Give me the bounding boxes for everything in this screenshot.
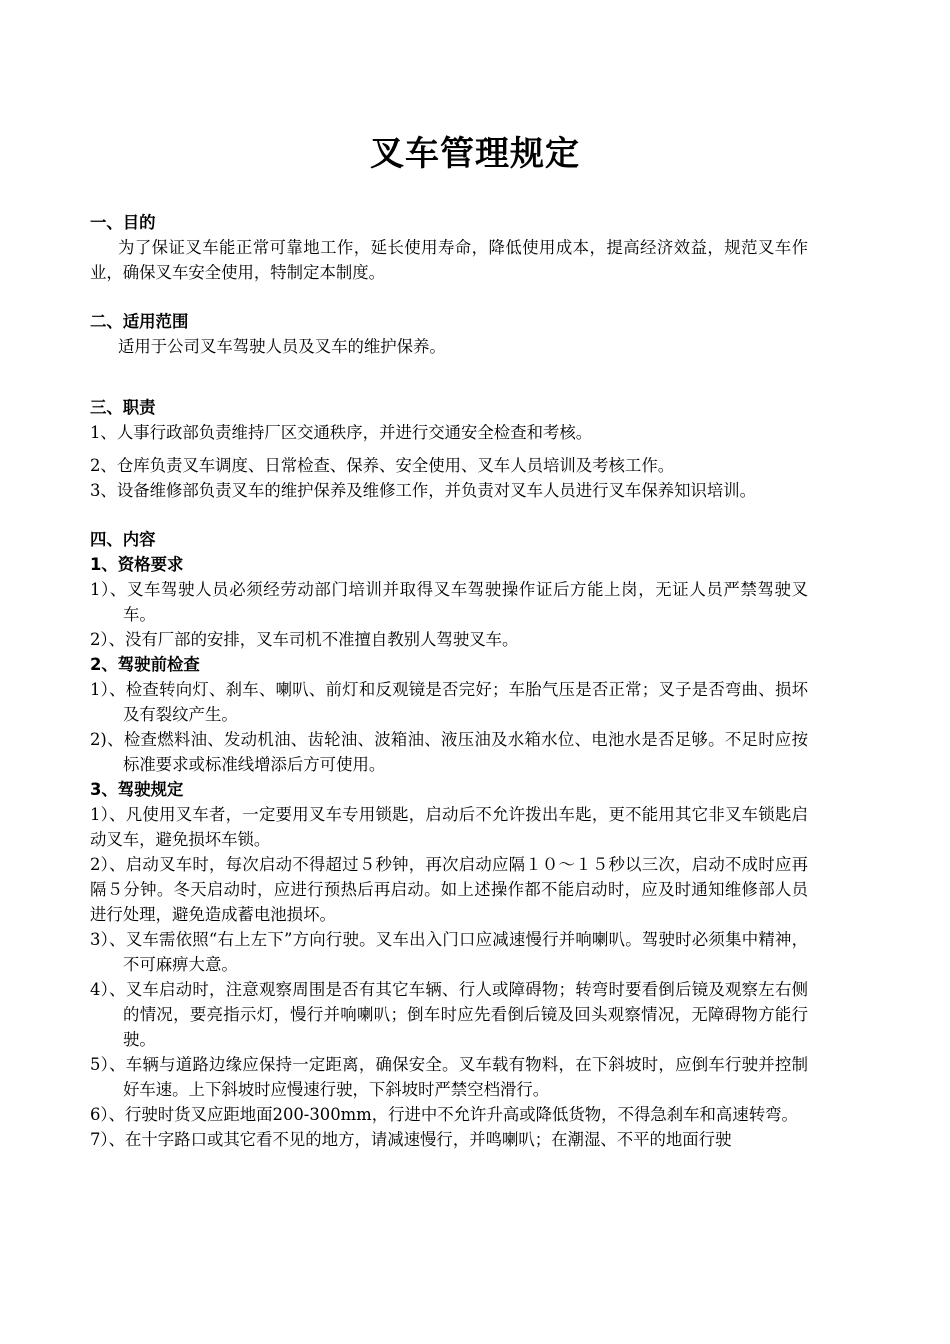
subsection-heading-precheck: 2、驾驶前检查 — [90, 655, 200, 674]
rule-item: 3）、叉车需依照“右上左下”方向行驶。叉车出入门口应减速慢行并响喇叭。驾驶时必须集中精神，不可麻痹大意。 — [90, 930, 808, 974]
purpose-paragraph: 为了保证叉车能正常可靠地工作，延长使用寿命，降低使用成本，提高经济效益，规范叉车作业，确保叉车安全使用，特制定本制度。 — [90, 238, 808, 282]
rule-item: 7）、在十字路口或其它看不见的地方，请减速慢行，并鸣喇叭；在潮湿、不平的地面行驶 — [90, 1130, 732, 1149]
section-heading-purpose: 一、目的 — [90, 213, 156, 232]
rule-item: 5）、车辆与道路边缘应保持一定距离，确保安全。叉车载有物料，在下斜坡时，应倒车行驶并控制好车速。上下斜坡时应慢速行驶，下斜坡时严禁空档滑行。 — [90, 1055, 808, 1099]
document-body — [90, 210, 808, 1152]
section-heading-scope: 二、适用范围 — [90, 312, 189, 331]
section-heading-content: 四、内容 — [90, 530, 156, 549]
precheck-item: 1）、检查转向灯、刹车、喇叭、前灯和反观镜是否完好；车胎气压是否正常；叉子是否弯曲、损坏及有裂纹产生。 — [90, 680, 808, 724]
section-heading-duties: 三、职责 — [90, 398, 156, 417]
duty-item: 2、仓库负责叉车调度、日常检查、保养、安全使用、叉车人员培训及考核工作。 — [90, 456, 675, 475]
page-title: 叉车管理规定 — [370, 134, 580, 174]
rule-item: 6）、行驶时货叉应距地面200-300mm，行进中不允许升高或降低货物，不得急刹车和高速转弯。 — [90, 1105, 798, 1124]
scope-paragraph: 适用于公司叉车驾驶人员及叉车的维护保养。 — [118, 337, 446, 356]
rule-item: 2）、启动叉车时，每次启动不得超过５秒钟，再次启动应隔１０～１５秒以三次，启动不成时应再隔５分钟。冬天启动时，应进行预热后再启动。如上述操作都不能启动时，应及时通知维修部人员进行处理，避免造成蓄电池损坏。 — [90, 855, 808, 924]
qualification-item: 1）、叉车驾驶人员必须经劳动部门培训并取得叉车驾驶操作证后方能上岗，无证人员严禁驾驶叉车。 — [90, 580, 808, 624]
rule-item: 1）、凡使用叉车者，一定要用叉车专用锁匙，启动后不允许拨出车匙，更不能用其它非叉车锁匙启动叉车，避免损坏车锁。 — [90, 805, 808, 849]
duty-item: 1、人事行政部负责维持厂区交通秩序，并进行交通安全检查和考核。 — [90, 423, 593, 442]
duty-item: 3、设备维修部负责叉车的维护保养及维修工作，并负责对叉车人员进行叉车保养知识培训。 — [90, 481, 757, 500]
precheck-item: 2)、检查燃料油、发动机油、齿轮油、波箱油、液压油及水箱水位、电池水是否足够。不足时应按标准要求或标准线增添后方可使用。 — [90, 730, 808, 774]
subsection-heading-qualification: 1、资格要求 — [90, 555, 184, 574]
subsection-heading-rules: 3、驾驶规定 — [90, 780, 184, 799]
qualification-item: 2）、没有厂部的安排，叉车司机不准擅自教别人驾驶叉车。 — [90, 630, 519, 649]
rule-item: 4）、叉车启动时，注意观察周围是否有其它车辆、行人或障碍物；转弯时要看倒后镜及观察左右侧的情况，要亮指示灯，慢行并响喇叭；倒车时应先看倒后镜及回头观察情况，无障碍物方能行驶。 — [90, 980, 808, 1049]
